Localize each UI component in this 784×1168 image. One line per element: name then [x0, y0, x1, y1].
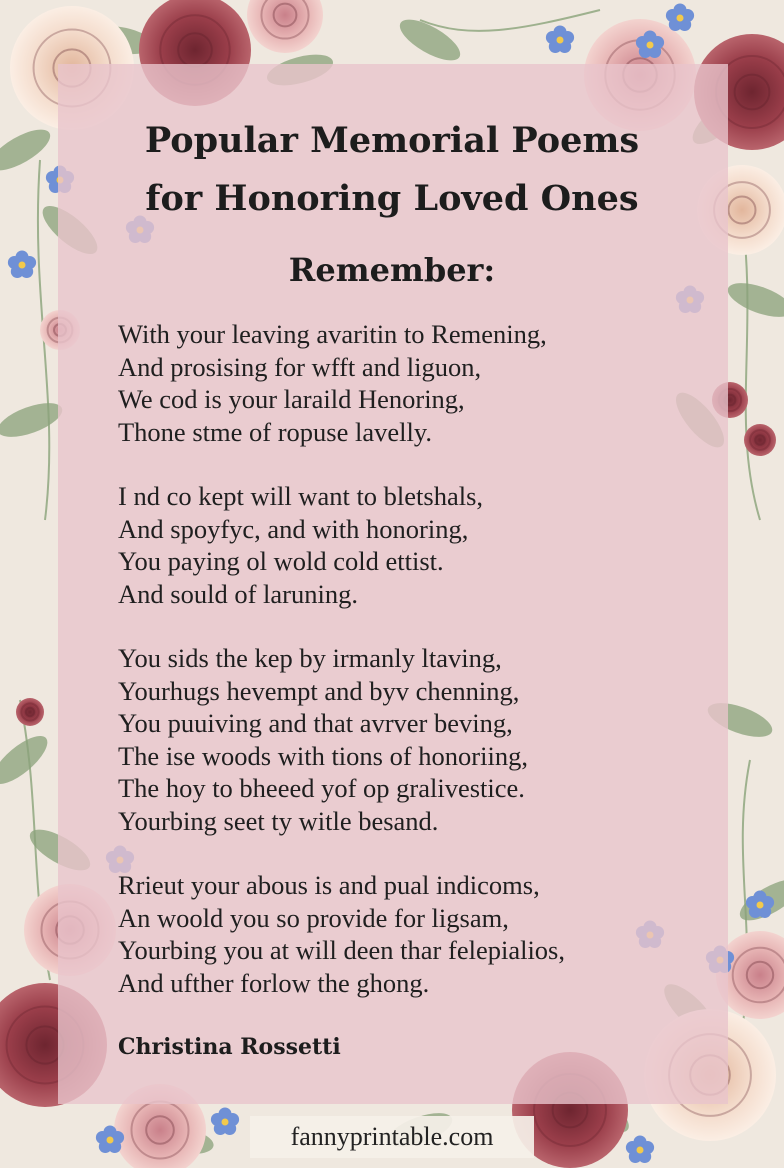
stanza-2 [118, 480, 718, 610]
stanza-1 [118, 318, 718, 448]
title-line-2: for Honoring Loved Ones [145, 178, 639, 219]
poem-author: Christina Rossetti [118, 1034, 341, 1060]
poem-line: The ise woods with tions of honoriing, [118, 740, 528, 771]
poem-line: And spoyfyc, and with honoring, [118, 513, 469, 544]
poem-body [118, 318, 718, 999]
poem-line: Rrieut your abous is and pual indicoms, [118, 870, 540, 900]
stanza-4 [118, 869, 718, 999]
poem-line: And ufther forlow the ghong. [118, 967, 430, 998]
stanza-3 [118, 642, 718, 837]
poster-title [0, 112, 784, 228]
poem-line: Yourbing seet ty witle besand. [118, 805, 439, 836]
rose [744, 424, 776, 456]
poem-line: I nd co kept will want to bletshals, [118, 481, 484, 511]
poem-line: And prosising for wfft and liguon, [118, 351, 482, 382]
poem-title: Remember: [288, 251, 496, 289]
poem-line: You paying ol wold cold ettist. [118, 546, 444, 576]
poem-line: With your leaving avaritin to Remening, [118, 319, 547, 349]
website-watermark: fannyprintable.com [250, 1116, 534, 1158]
poem-line: And sould of laruning. [118, 578, 358, 609]
poem-line: We cod is your laraild Henoring, [118, 384, 465, 414]
poem-line: An woold you so provide for ligsam, [118, 902, 509, 933]
rose [16, 698, 44, 726]
poem-line: Yourbing you at will deen thar felepialios, [118, 935, 565, 965]
poem-line: Thone stme of ropuse lavelly. [118, 416, 432, 447]
poem-line: Yourhugs hevempt and byv chenning, [118, 675, 520, 706]
poem-line: You sids the kep by irmanly ltaving, [118, 643, 502, 673]
poem-line: You puuiving and that avrver beving, [118, 708, 513, 738]
poem-line: The hoy to bheeed yof op gralivestice. [118, 773, 525, 803]
title-line-1: Popular Memorial Poems [144, 120, 640, 161]
